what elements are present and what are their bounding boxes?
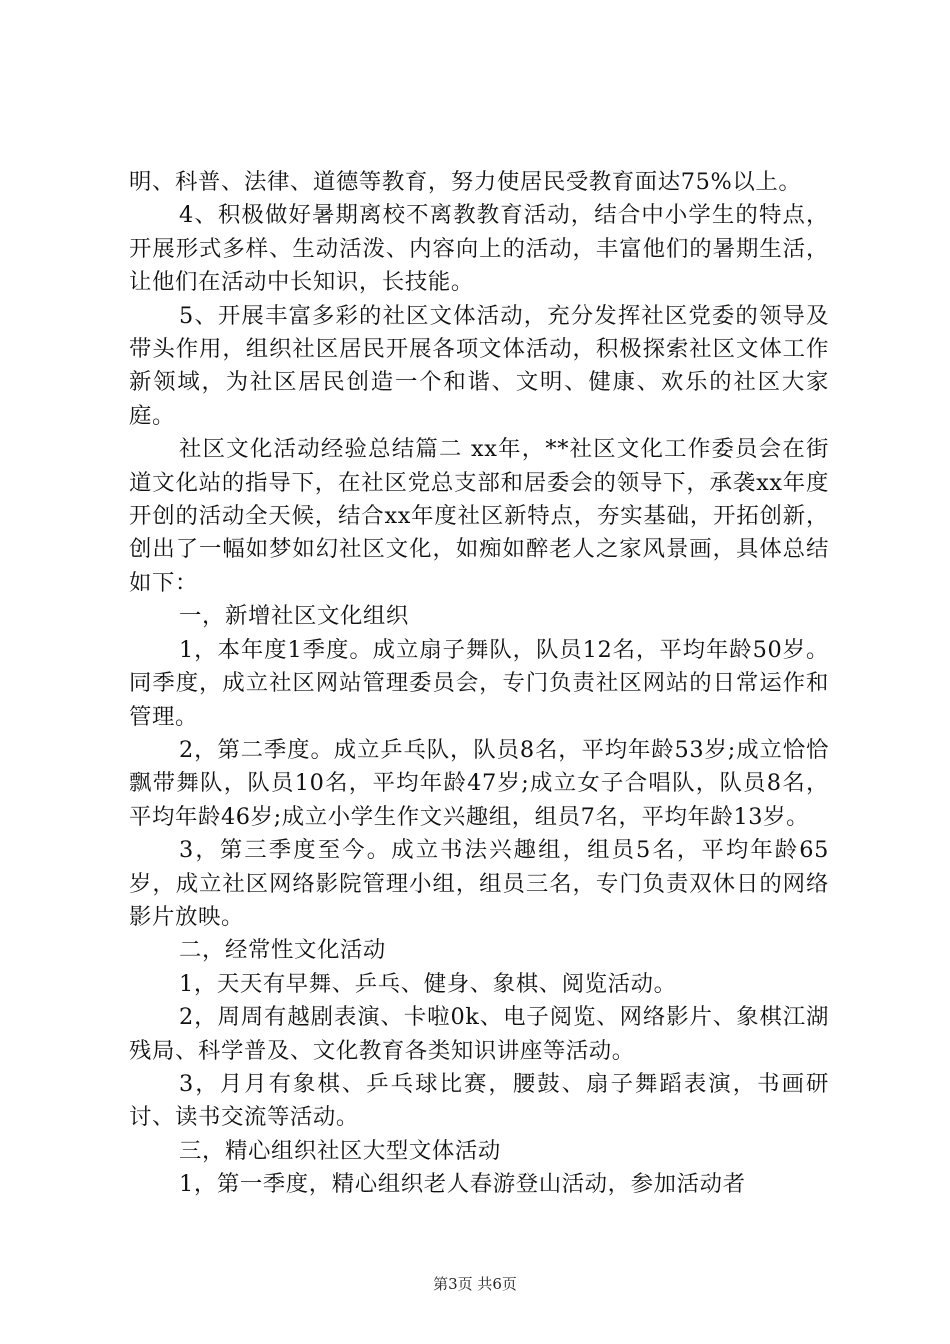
paragraph: 5、开展丰富多彩的社区文体活动，充分发挥社区党委的领导及带头作用，组织社区居民开展各项文体活动，积极探索社区文体工作新领域，为社区居民创造一个和谐、文明、健康、欢乐的社区大家庭。 bbox=[129, 302, 829, 429]
page-footer: 第3页 共6页 bbox=[433, 1275, 517, 1293]
document-body bbox=[129, 166, 829, 1202]
paragraph: 二，经常性文化活动 bbox=[179, 937, 386, 964]
paragraph: 1，第一季度，精心组织老人春游登山活动，参加活动者 bbox=[179, 1171, 746, 1198]
paragraph: 社区文化活动经验总结篇二 xx年，**社区文化工作委员会在街道文化站的指导下，在社区党总支部和居委会的领导下，承袭xx年度开创的活动全天候，结合xx年度社区新特点，夯实基础，开拓创新，创出了一幅如梦如幻社区文化，如痴如醉老人之家风景画，具体总结如下： bbox=[129, 436, 829, 596]
paragraph: 4、积极做好暑期离校不离教教育活动，结合中小学生的特点，开展形式多样、生动活泼、内容向上的活动，丰富他们的暑期生活，让他们在活动中长知识，长技能。 bbox=[129, 202, 829, 296]
paragraph: 一，新增社区文化组织 bbox=[179, 603, 409, 630]
paragraph: 1，本年度1季度。成立扇子舞队，队员12名，平均年龄50岁。同季度，成立社区网站管理委员会，专门负责社区网站的日常运作和管理。 bbox=[129, 636, 829, 730]
paragraph: 3，月月有象棋、乒乓球比赛，腰鼓、扇子舞蹈表演，书画研讨、读书交流等活动。 bbox=[129, 1070, 829, 1131]
paragraph: 明、科普、法律、道德等教育，努力使居民受教育面达75%以上。 bbox=[129, 169, 802, 195]
paragraph: 2，周周有越剧表演、卡啦0k、电子阅览、网络影片、象棋江湖残局、科学普及、文化教育各类知识讲座等活动。 bbox=[129, 1004, 829, 1064]
paragraph: 3，第三季度至今。成立书法兴趣组，组员5名，平均年龄65岁，成立社区网络影院管理小组，组员三名，专门负责双休日的网络影片放映。 bbox=[129, 837, 829, 930]
paragraph: 2，第二季度。成立乒乓队，队员8名，平均年龄53岁;成立恰恰飘带舞队，队员10名，平均年龄47岁;成立女子合唱队，队员8名，平均年龄46岁;成立小学生作文兴趣组，组员7名，平均年龄13岁。 bbox=[129, 736, 829, 830]
paragraph: 1，天天有早舞、乒乓、健身、象棋、阅览活动。 bbox=[179, 970, 677, 997]
paragraph: 三，精心组织社区大型文体活动 bbox=[179, 1137, 501, 1164]
